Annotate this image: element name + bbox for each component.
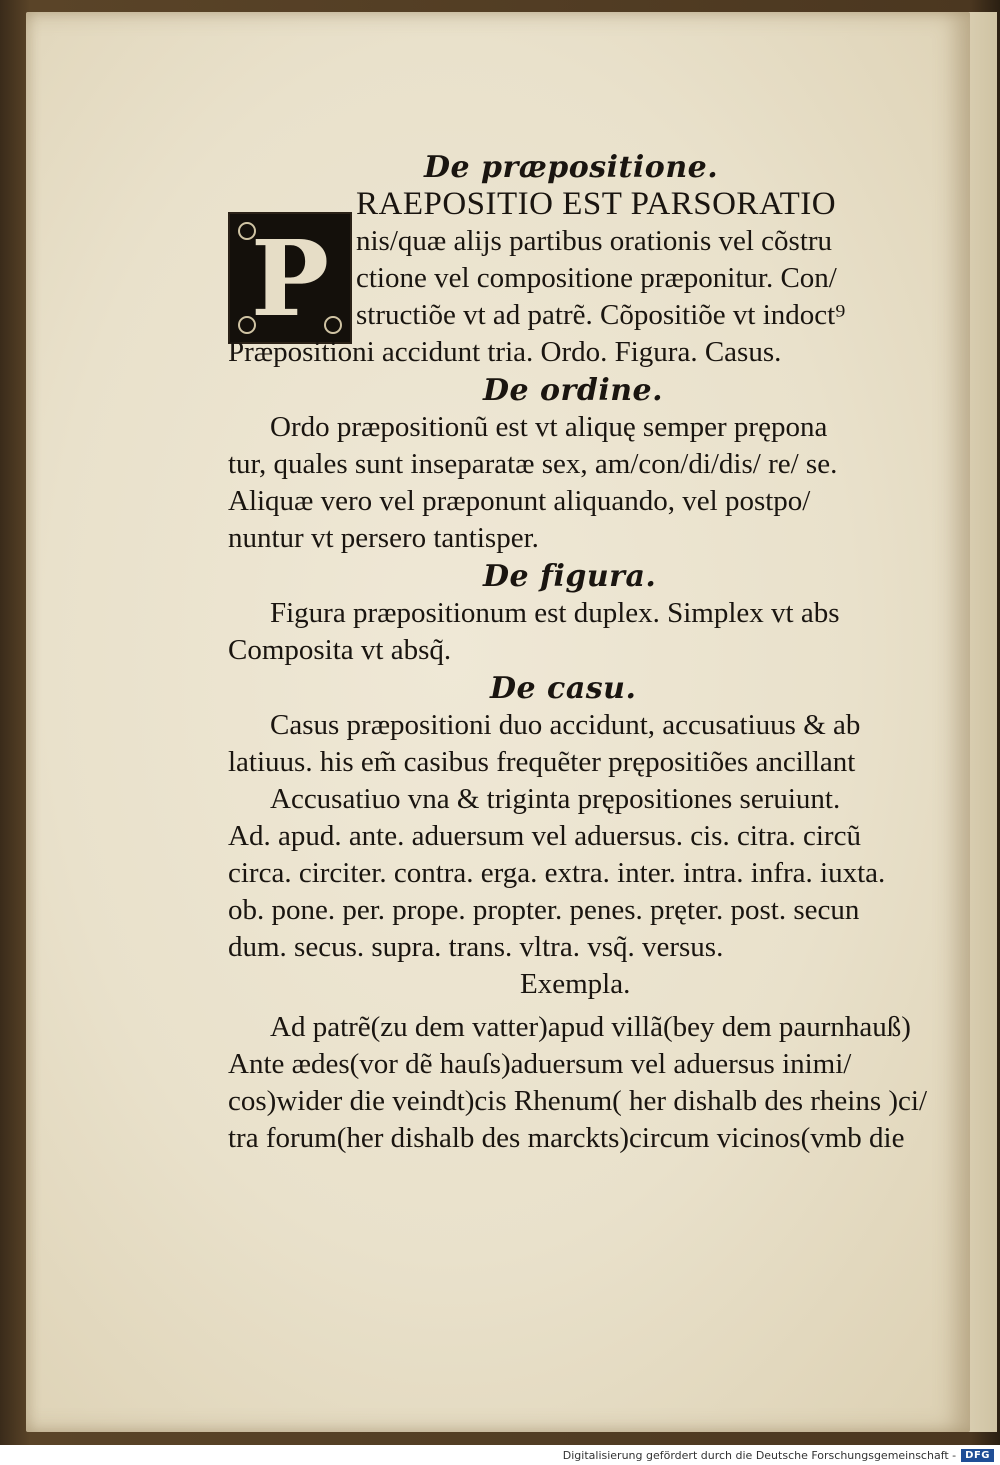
- text-line: Ad. apud. ante. aduersum vel aduersus. cis. citra. circũ: [228, 820, 861, 852]
- text-line: circa. circiter. contra. erga. extra. inter. intra. infra. iuxta.: [228, 857, 886, 889]
- text-line: ctione vel compositione præponitur. Con/: [356, 262, 837, 294]
- section-heading-casu: De casu.: [490, 671, 637, 706]
- text-line: Ordo præpositionũ est vt aliquę semper prępona: [270, 411, 828, 443]
- text-line: tur, quales sunt inseparatæ sex, am/con/di/dis/ re/ se.: [228, 448, 838, 480]
- text-line: ob. pone. per. prope. propter. penes. pręter. post. secun: [228, 894, 860, 926]
- text-line: structiõe vt ad patrẽ. Cõpositiõe vt indoct⁹: [356, 299, 846, 331]
- text-line: Casus præpositioni duo accidunt, accusatiuus & ab: [270, 709, 861, 741]
- text-line: Ad patrẽ(zu dem vatter)apud villã(bey dem paurnhauß): [270, 1011, 911, 1043]
- page-text: [228, 150, 928, 1157]
- dfg-logo: DFG: [961, 1449, 994, 1462]
- text-line: Aliquæ vero vel præponunt aliquando, vel postpo/: [228, 485, 811, 517]
- text-line: RAEPOSITIO EST PARSORATIO: [356, 186, 837, 222]
- text-line: dum. secus. supra. trans. vltra. vsq̃. versus.: [228, 931, 724, 963]
- text-line: nuntur vt persero tantisper.: [228, 522, 539, 554]
- text-line: latiuus. his em̃ casibus frequẽter prępositiões ancillant: [228, 746, 856, 778]
- digitization-footer: [0, 1445, 1000, 1465]
- text-line: Figura præpositionum est duplex. Simplex vt abs: [270, 597, 840, 629]
- text-line: Præpositioni accidunt tria. Ordo. Figura. Casus.: [228, 336, 782, 368]
- text-line: Accusatiuo vna & triginta prępositiones seruiunt.: [270, 783, 841, 815]
- text-line: Composita vt absq̃.: [228, 634, 452, 666]
- text-line: Ante ædes(vor dẽ hauſs)aduersum vel aduersus inimi/: [228, 1048, 852, 1080]
- section-heading-exempla: Exempla.: [520, 968, 631, 1000]
- text-line: cos)wider die veindt)cis Rhenum( her dishalb des rheins )ci/: [228, 1085, 928, 1117]
- text-line: tra forum(her dishalb des marckts)circum vicinos(vmb die: [228, 1122, 905, 1154]
- section-heading-praepositione: De præpositione.: [424, 150, 719, 185]
- initial-letter: P: [250, 216, 330, 340]
- text-line: nis/quæ alijs partibus orationis vel cõstru: [356, 225, 833, 257]
- section-heading-ordine: De ordine.: [483, 373, 664, 408]
- footer-credit: Digitalisierung gefördert durch die Deutsche Forschungsgemeinschaft -: [562, 1448, 957, 1462]
- section-heading-figura: De figura.: [483, 559, 657, 594]
